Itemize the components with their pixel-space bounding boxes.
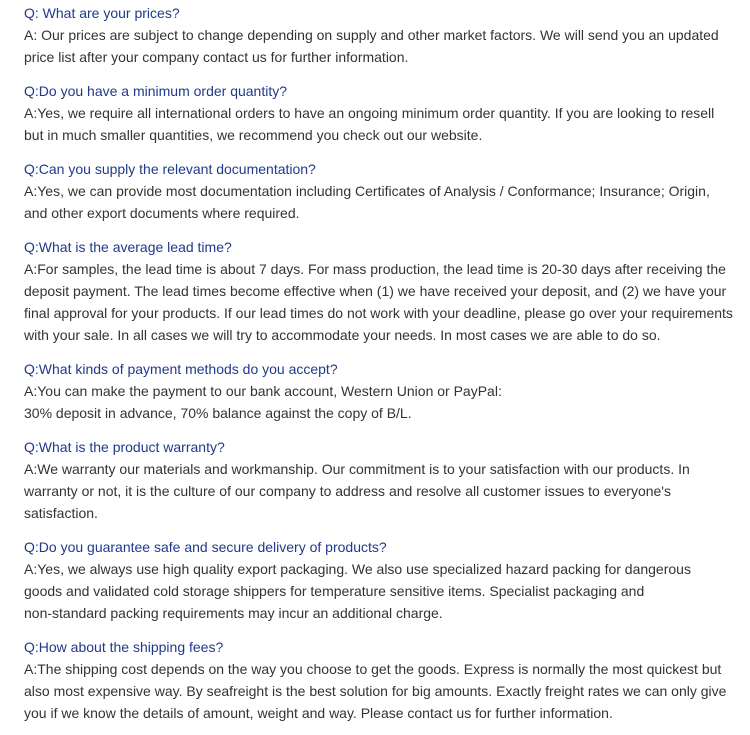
answer-line: non-standard packing requirements may incur an additional charge. [24,605,443,621]
faq-question: Q:Can you supply the relevant documentation? [24,161,316,177]
faq-question: Q:Do you have a minimum order quantity? [24,83,288,99]
faq-item-lead-time [24,236,736,346]
faq-answer [24,558,736,624]
answer-line: but in much smaller quantities, we recommend you check out our website. [24,127,483,143]
answer-line: price list after your company contact us for further information. [24,49,409,65]
answer-line: A:The shipping cost depends on the way you choose to get the goods. Express is normally the most quickest but [24,661,722,677]
answer-line: and other export documents where required. [24,205,300,221]
answer-line: warranty or not, it is the culture of our company to address and resolve all customer issues to everyone's [24,483,671,499]
answer-line: final approval for your products. If our lead times do not work with your deadline, please go over your requirements [24,305,733,321]
faq-item-payment-methods [24,358,736,424]
answer-line: A:Yes, we can provide most documentation including Certificates of Analysis / Conformance; Insurance; Origin, [24,183,710,199]
faq-item-minimum-order [24,80,736,146]
faq-question: Q:What is the product warranty? [24,439,225,455]
faq-answer [24,258,736,346]
faq-item-documentation [24,158,736,224]
answer-line: you if we know the details of amount, weight and way. Please contact us for further information. [24,705,613,721]
answer-line: A:You can make the payment to our bank account, Western Union or PayPal: [24,383,502,399]
faq-question: Q:What kinds of payment methods do you accept? [24,361,338,377]
faq-item-shipping-fees [24,636,736,724]
answer-line: A:Yes, we always use high quality export packaging. We also use specialized hazard packing for dangerous [24,561,691,577]
answer-line: satisfaction. [24,505,98,521]
faq-question: Q:How about the shipping fees? [24,639,224,655]
answer-line: A:For samples, the lead time is about 7 days. For mass production, the lead time is 20-30 days after receiving the [24,261,726,277]
answer-line: A:We warranty our materials and workmanship. Our commitment is to your satisfaction with our products. In [24,461,690,477]
faq-answer [24,180,736,224]
answer-line: A: Our prices are subject to change depending on supply and other market factors. We will send you an updated [24,27,719,43]
answer-line: also most expensive way. By seafreight is the best solution for big amounts. Exactly freight rates we can only give [24,683,727,699]
faq-question: Q:What is the average lead time? [24,239,232,255]
faq-item-delivery [24,536,736,624]
faq-answer [24,24,736,68]
faq-item-warranty [24,436,736,524]
faq-answer [24,380,736,424]
answer-line: A:Yes, we require all international orders to have an ongoing minimum order quantity. If you are looking to resell [24,105,715,121]
faq-item-prices [24,2,736,68]
answer-line: deposit payment. The lead times become effective when (1) we have received your deposit, and (2) we have your [24,283,727,299]
answer-line: with your sale. In all cases we will try to accommodate your needs. In most cases we are able to do so. [24,327,661,343]
answer-line: 30% deposit in advance, 70% balance against the copy of B/L. [24,405,412,421]
faq-answer [24,458,736,524]
faq-question: Q:Do you guarantee safe and secure delivery of products? [24,539,387,555]
faq-question: Q: What are your prices? [24,5,180,21]
faq-answer [24,102,736,146]
answer-line: goods and validated cold storage shippers for temperature sensitive items. Specialist packaging and [24,583,645,599]
faq-answer [24,658,736,724]
